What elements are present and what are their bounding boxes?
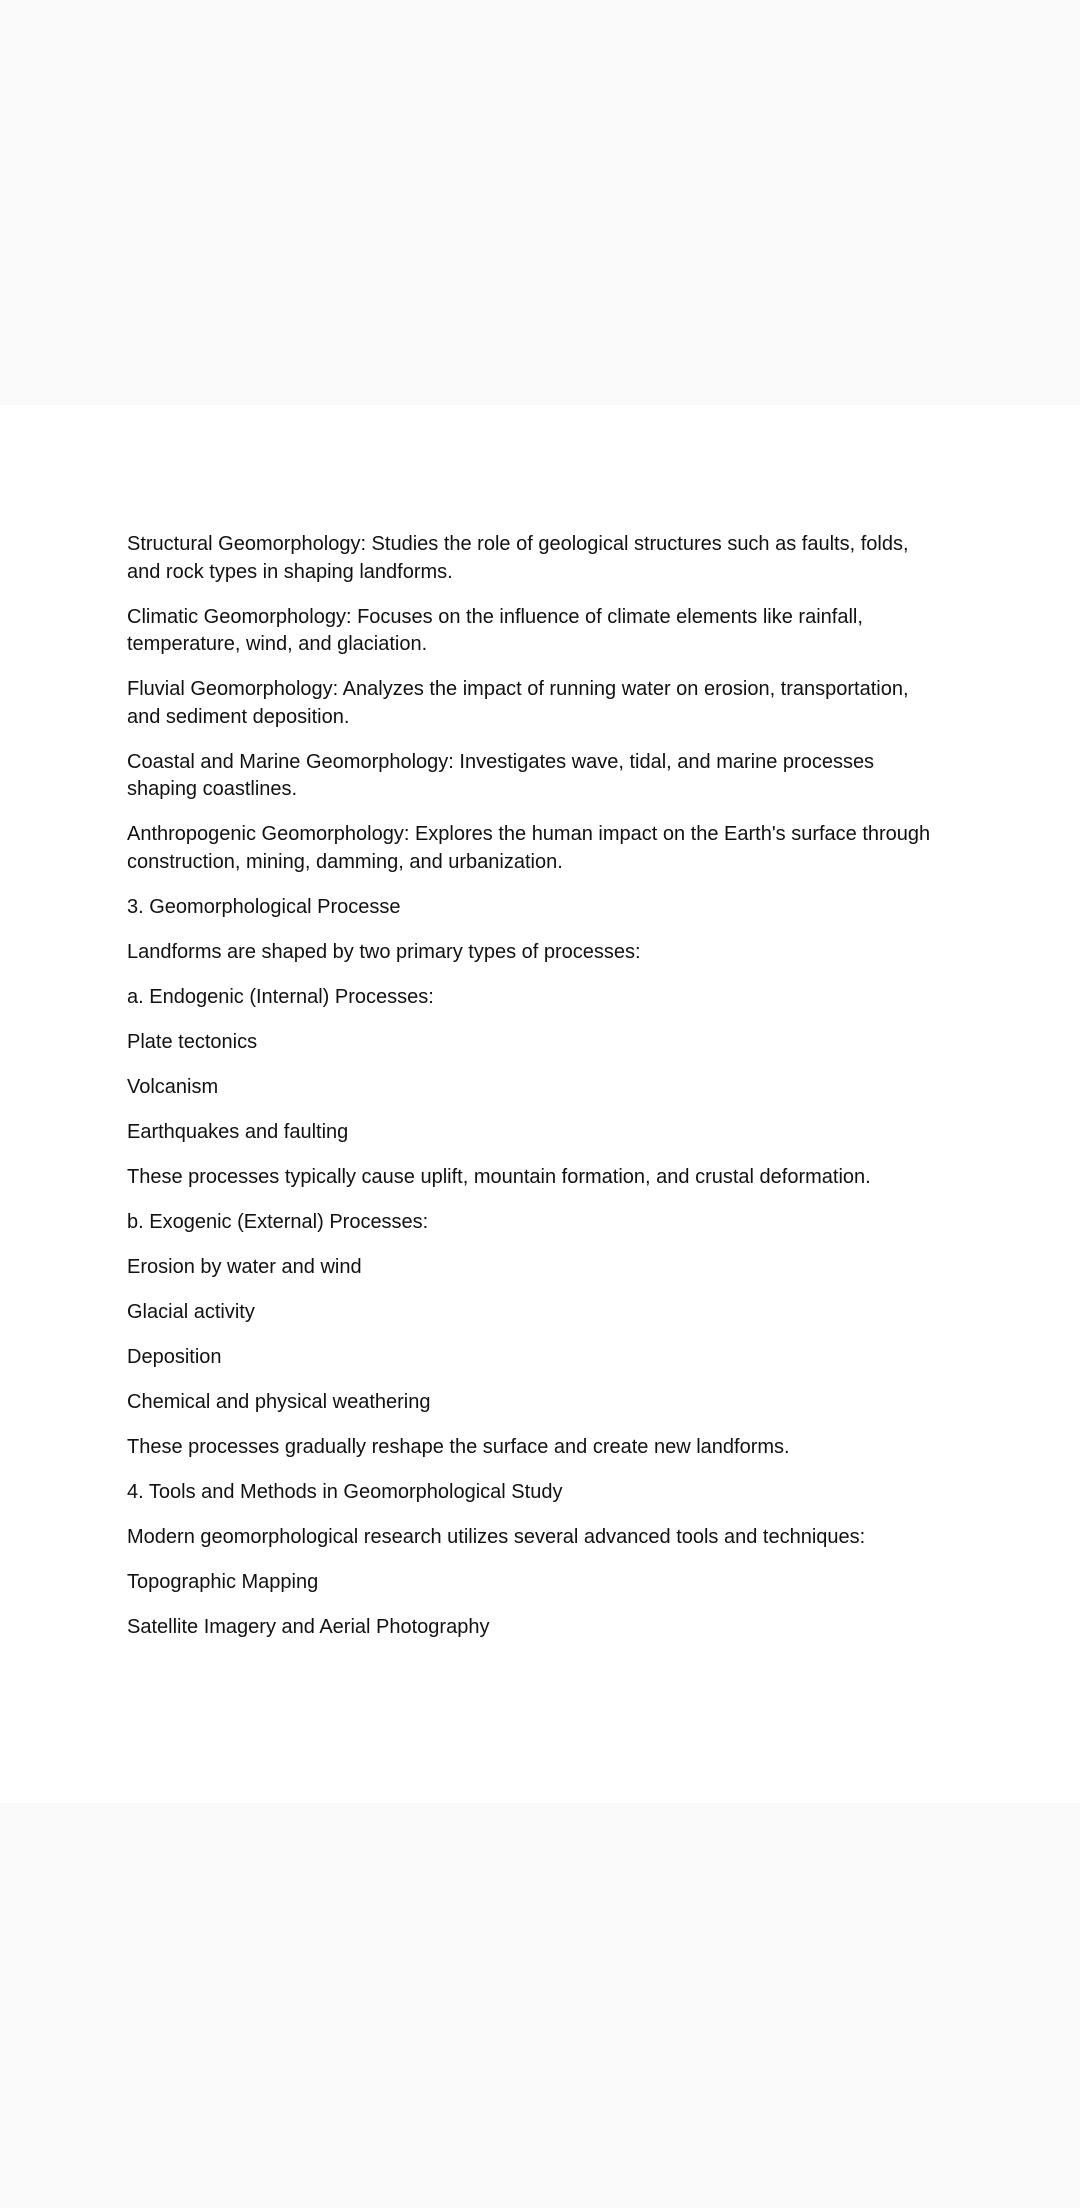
paragraph-tools-intro: Modern geomorphological research utilizes several advanced tools and techniques:: [127, 1525, 866, 1548]
paragraph-climatic-geomorphology: Climatic Geomorphology: Focuses on the influence of climate elements like rainfall, temperature, wind, and glaciation.: [127, 605, 863, 655]
list-item-glacial-activity: Glacial activity: [127, 1300, 255, 1323]
document-page[interactable]: [0, 405, 1080, 1803]
top-page-gap: [0, 0, 1080, 405]
list-item-topographic-mapping: Topographic Mapping: [127, 1570, 319, 1593]
paragraph-structural-geomorphology: Structural Geomorphology: Studies the role of geological structures such as faults, folds, and rock types in shaping landforms.: [127, 533, 909, 583]
list-item-weathering: Chemical and physical weathering: [127, 1390, 431, 1413]
list-item-plate-tectonics: Plate tectonics: [127, 1030, 258, 1053]
bottom-page-gap: [0, 1803, 1080, 2208]
subheading-endogenic: a. Endogenic (Internal) Processes:: [127, 985, 434, 1008]
paragraph-coastal-marine-geomorphology: Coastal and Marine Geomorphology: Investigates wave, tidal, and marine processes shaping coastlines.: [127, 750, 875, 800]
page-content: [127, 531, 947, 1659]
list-item-erosion: Erosion by water and wind: [127, 1255, 362, 1278]
subheading-exogenic: b. Exogenic (External) Processes:: [127, 1210, 429, 1233]
section-heading-tools-methods: 4. Tools and Methods in Geomorphological Study: [127, 1480, 563, 1503]
paragraph-fluvial-geomorphology: Fluvial Geomorphology: Analyzes the impact of running water on erosion, transportation, and sediment deposition.: [127, 678, 909, 728]
list-item-volcanism: Volcanism: [127, 1075, 219, 1098]
paragraph-anthropogenic-geomorphology: Anthropogenic Geomorphology: Explores the human impact on the Earth's surface through construction, mining, damming, and urbanization.: [127, 823, 931, 873]
paragraph-endogenic-summary: These processes typically cause uplift, mountain formation, and crustal deformation.: [127, 1165, 871, 1188]
list-item-earthquakes: Earthquakes and faulting: [127, 1120, 349, 1143]
paragraph-processes-intro: Landforms are shaped by two primary types of processes:: [127, 940, 641, 963]
paragraph-exogenic-summary: These processes gradually reshape the surface and create new landforms.: [127, 1435, 790, 1458]
list-item-satellite-imagery: Satellite Imagery and Aerial Photography: [127, 1615, 490, 1638]
section-heading-processes: 3. Geomorphological Processe: [127, 895, 401, 918]
list-item-deposition: Deposition: [127, 1345, 222, 1368]
